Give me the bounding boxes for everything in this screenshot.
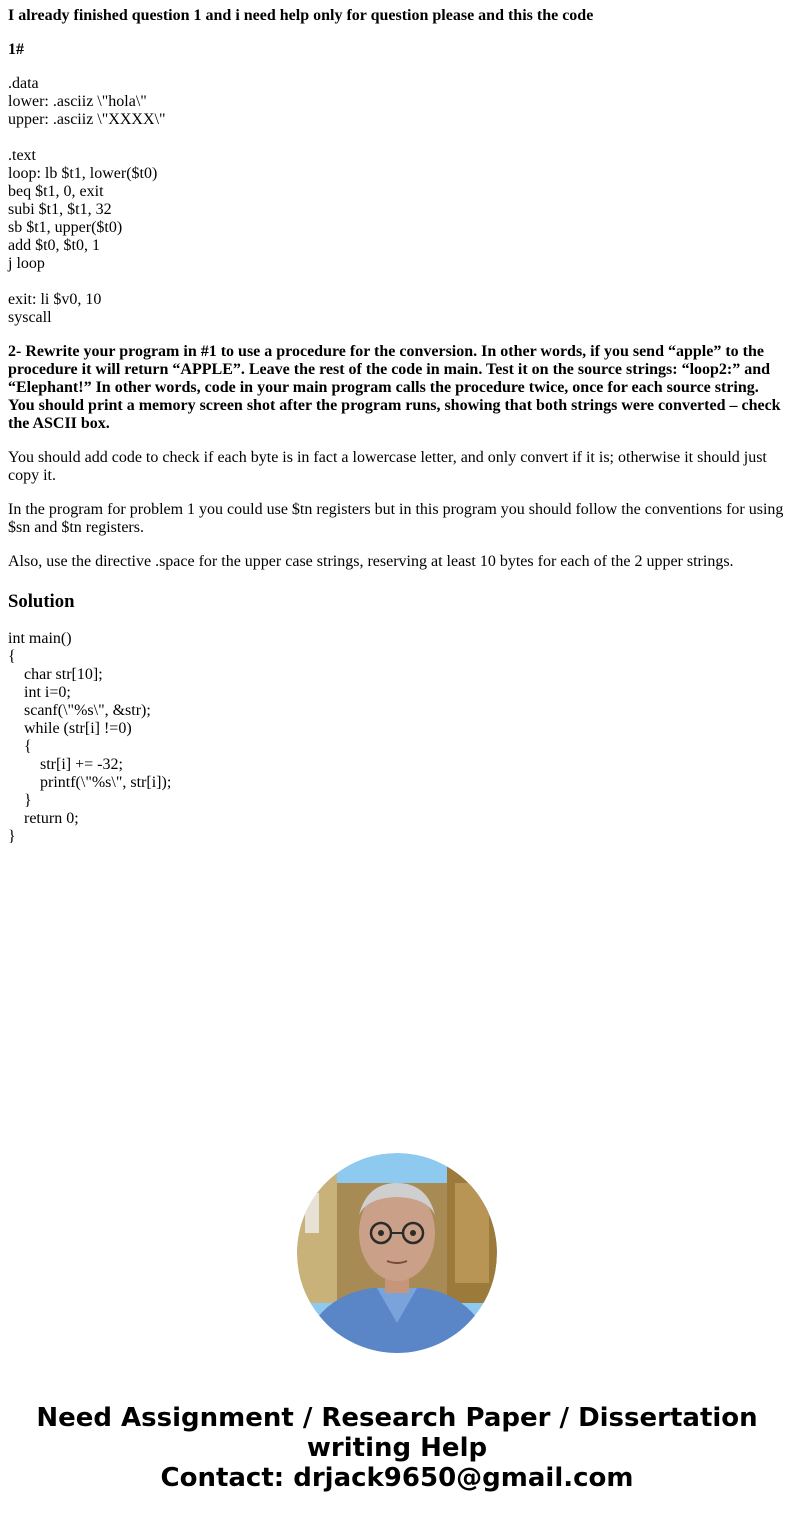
footer-contact: Contact: drjack9650@gmail.com [160, 1463, 634, 1493]
code-line: exit: li $v0, 10 [8, 291, 102, 308]
instruction-paragraph: You should add code to check if each byte is in fact a lowercase letter, and only convert if it is; otherwise it should just copy it. [8, 449, 767, 484]
code-line: sb $t1, upper($t0) [8, 219, 123, 236]
c-code-block [8, 630, 171, 846]
code-line: str[i] += -32; [8, 756, 123, 773]
instruction-paragraph: Also, use the directive .space for the upper case strings, reserving at least 10 bytes for each of the 2 upper strings. [8, 553, 734, 570]
code-line: .text [8, 147, 36, 164]
footer-advert [0, 1403, 794, 1493]
code-line: while (str[i] !=0) [8, 720, 132, 737]
question-2-text: 2- Rewrite your program in #1 to use a procedure for the conversion. In other words, if you send “apple” to the procedure it will return “APPLE”. Leave the rest of the code in main. Test it on the source strings: “loop2:” and “Elephant!” In other words, code in your main program calls the procedure twice, once for each source string. You should print a memory screen shot after the program runs, showing that both strings were converted – check the ASCII box. [8, 343, 781, 432]
code-line: subi $t1, $t1, 32 [8, 201, 112, 218]
code-line: beq $t1, 0, exit [8, 183, 104, 200]
code-line: lower: .asciiz \"hola\" [8, 93, 147, 110]
code-line: return 0; [8, 810, 79, 827]
author-photo [297, 1153, 497, 1353]
code-line: printf(\"%s\", str[i]); [8, 774, 172, 791]
code-line: } [8, 828, 16, 845]
code-line: add $t0, $t0, 1 [8, 237, 100, 254]
code-line: syscall [8, 309, 52, 326]
code-line: loop: lb $t1, lower($t0) [8, 165, 158, 182]
question-title: I already finished question 1 and i need help only for question please and this the code [8, 7, 594, 24]
code-line: j loop [8, 255, 45, 272]
code-line: } [8, 792, 32, 809]
assembly-code-block [8, 75, 165, 327]
code-line: char str[10]; [8, 666, 103, 683]
code-line: int i=0; [8, 684, 71, 701]
code-line: upper: .asciiz \"XXXX\" [8, 111, 166, 128]
footer-line: Need Assignment / Research Paper / Dissertation [36, 1403, 758, 1433]
code-line [8, 273, 165, 291]
code-line: int main() [8, 630, 72, 647]
code-line [8, 129, 165, 147]
code-line: { [8, 738, 32, 755]
footer-line: writing Help [306, 1433, 488, 1463]
code-line: .data [8, 75, 39, 92]
question-1-label: 1# [8, 41, 24, 58]
solution-heading: Solution [8, 591, 75, 612]
instruction-paragraph: In the program for problem 1 you could use $tn registers but in this program you should follow the conventions for using $sn and $tn registers. [8, 501, 784, 536]
portrait-image [297, 1153, 497, 1353]
code-line: { [8, 648, 16, 665]
code-line: scanf(\"%s\", &str); [8, 702, 151, 719]
